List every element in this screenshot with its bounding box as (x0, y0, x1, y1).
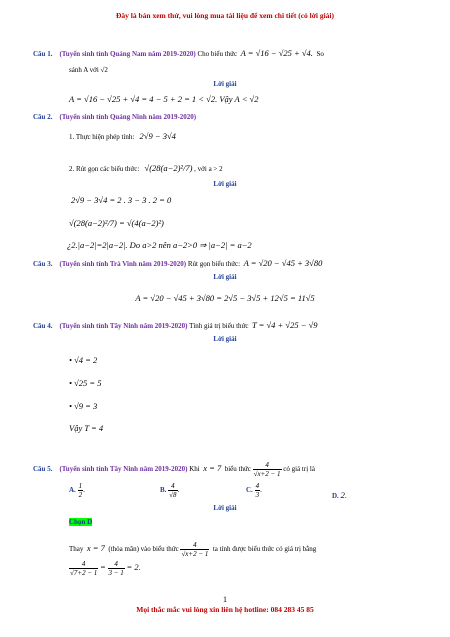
bullet-item: • √4 = 2 (69, 355, 98, 365)
option-letter: C. (246, 486, 253, 495)
part-text: 2. Rút gọn các biểu thức: (69, 165, 140, 173)
question-text: Rút gọn biểu thức: (187, 260, 241, 268)
question-label: Câu 5. (33, 465, 53, 474)
q2-part1 (69, 131, 176, 141)
fraction-numerator: 4 (168, 482, 177, 491)
fraction (180, 541, 209, 558)
option-value: 2 (340, 490, 345, 500)
fraction (255, 482, 261, 499)
math-expr: A = √16 − √25 + √4 = 4 − 5 + 2 = 1 < √2 (69, 94, 216, 104)
q3-solution: A = √20 − √45 + 3√80 = 2√5 − 3√5 + 12√5 = 11√5 (135, 293, 315, 303)
q1-solution (69, 94, 258, 104)
conclusion: Vậy T = 4 (69, 423, 104, 433)
solution-title: Lời giải (213, 180, 237, 188)
option-d[interactable]: D. 2. (332, 490, 347, 500)
fraction-numerator: 4 (69, 560, 98, 569)
solution-title: Lời giải (213, 335, 237, 343)
question-label: Câu 3. (33, 260, 53, 268)
part-text: 1. Thực hiện phép tính: (69, 133, 135, 141)
question-label: Câu 1. (33, 50, 53, 58)
option-c[interactable]: C. $\frac{4}{3}$ . (246, 482, 262, 499)
question-text: biểu thức (224, 465, 251, 474)
fraction-numerator: 4 (108, 560, 125, 569)
question-5 (33, 461, 315, 478)
fraction-numerator: 4 (180, 541, 209, 550)
fraction (108, 560, 125, 577)
question-source: (Tuyển sinh tỉnh Quảng Nam năm 2019-2020) (59, 50, 196, 58)
question-tail: So (316, 50, 324, 58)
top-banner: Đây là bản xem thử, vui lòng mua tài liệu để xem chi tiết (có lời giải) (115, 11, 335, 20)
fraction-denominator: √x+2 − 1 (181, 550, 209, 558)
question-text: Cho biểu thức (197, 50, 238, 58)
fraction (78, 482, 84, 499)
question-text: Tính giá trị biểu thức (189, 322, 249, 330)
question-label: Câu 4. (33, 322, 53, 330)
question-1 (33, 48, 324, 58)
bullet-item: • √9 = 3 (69, 401, 98, 411)
fraction-denominator: √x+2 − 1 (253, 470, 281, 478)
question-tail: có giá trị là (283, 465, 315, 474)
fraction-numerator: 1 (78, 482, 83, 490)
option-letter: D. (332, 492, 339, 500)
math-expr: A = √16 − √25 + √4. (240, 48, 313, 58)
q2-solution-2: √(28(a−2)²/7) = √(4(a−2)²) (69, 218, 164, 228)
q2-solution-3: ¿2.|a−2|=2|a−2|. Do a>2 nên a−2>0 ⇒ |a−2| = a−2 (67, 240, 252, 250)
fraction-denominator: 2 (78, 491, 83, 499)
fraction-numerator: 4 (255, 482, 260, 490)
option-letter: A. (69, 486, 76, 495)
q2-part2 (69, 163, 223, 173)
page-number: 1 (223, 595, 227, 604)
fraction-numerator: 4 (253, 461, 282, 470)
q1-line2: sánh A với √2 (69, 66, 108, 74)
solution-title: Lời giải (213, 504, 237, 512)
q5-solution-line1 (69, 541, 316, 558)
math-expr: T = √4 + √25 − √9 (251, 320, 318, 330)
fraction (168, 482, 177, 499)
question-3 (33, 258, 322, 268)
q5-solution-line2: $\frac{4}{√7+2 - 1}$ = $\frac{4}{3 - 1}$ = 2. (70, 560, 141, 577)
solution-text: (thỏa mãn) vào biểu thức (108, 545, 179, 554)
math-expr: . Vậy A < √2 (215, 94, 259, 104)
option-a[interactable]: A. $\frac{1}{2}$ . (69, 482, 85, 499)
question-source: (Tuyển sinh tỉnh Quảng Ninh năm 2019-2020) (59, 113, 197, 121)
question-text: Khi (189, 465, 200, 474)
math-expr: 2√9 − 3√4 (139, 131, 176, 141)
math-expr: A = √20 − √45 + 3√80 (243, 258, 323, 268)
math-expr: x = 7 (203, 463, 222, 474)
condition-text: , với a > 2 (194, 165, 223, 173)
fraction-denominator: √8 (169, 491, 177, 499)
answer-choice (69, 518, 92, 526)
question-source: (Tuyển sinh tỉnh Trà Vinh năm 2019-2020) (59, 260, 187, 268)
fraction (69, 560, 98, 577)
solution-title: Lời giải (213, 80, 237, 88)
question-source: (Tuyển sinh tỉnh Tây Ninh năm 2019-2020) (59, 465, 188, 474)
footer-banner: Mọi thắc mắc vui lòng xin liên hệ hotline: 084 283 45 85 (136, 605, 314, 614)
fraction-denominator: 3 (255, 491, 260, 499)
question-label: Câu 2. (33, 113, 53, 121)
question-2 (33, 113, 196, 121)
solution-title: Lời giải (213, 273, 237, 281)
option-b[interactable]: B. $\frac{4}{√8}$ . (160, 482, 180, 499)
solution-text: Thay (69, 545, 84, 554)
fraction-denominator: √7+2 − 1 (70, 569, 98, 577)
math-expr: √(28(a−2)²/7) (144, 163, 193, 173)
fraction (253, 461, 282, 478)
bullet-item: • √25 = 5 (69, 378, 102, 388)
question-source: (Tuyển sinh tỉnh Tây Ninh năm 2019-2020) (59, 322, 188, 330)
solution-text: ta tính được biểu thức có giá trị bằng (212, 545, 317, 554)
q2-solution-1: 2√9 − 3√4 = 2 . 3 − 3 . 2 = 0 (71, 195, 172, 205)
fraction-denominator: 3 − 1 (108, 569, 124, 577)
question-4 (33, 320, 317, 330)
answer-highlight: Chọn D (69, 518, 93, 526)
math-expr: = 2 (126, 562, 139, 573)
option-letter: B. (160, 486, 167, 495)
math-expr: x = 7 (86, 543, 105, 554)
